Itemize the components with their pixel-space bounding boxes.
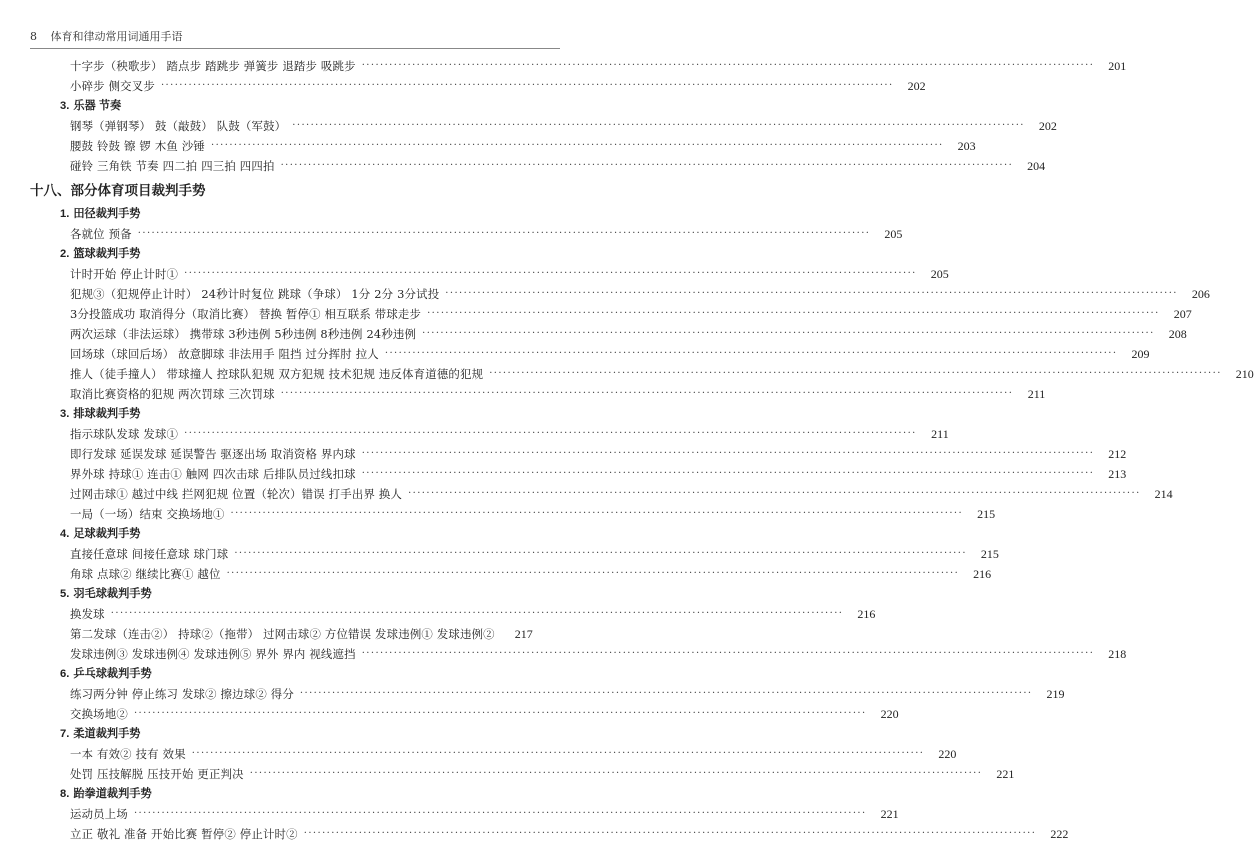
chapter-heading: 十八、部分体育项目裁判手势	[30, 183, 206, 198]
toc-entry[interactable]	[70, 604, 876, 624]
toc-entry[interactable]	[70, 544, 999, 564]
entry-page-number: 201	[1108, 59, 1127, 73]
toc-entry[interactable]	[70, 644, 1127, 664]
toc-entry[interactable]	[70, 804, 899, 824]
entry-page-number: 205	[930, 267, 949, 281]
entry-page-number: 216	[857, 607, 876, 621]
toc-entry[interactable]	[70, 364, 1254, 384]
entry-page-number: 216	[973, 567, 992, 581]
toc-entry[interactable]	[70, 624, 533, 644]
entry-page-number: 203	[957, 139, 976, 153]
dot-leader: ································································································································································	[133, 808, 867, 819]
toc-entry[interactable]	[70, 684, 1065, 704]
toc-entry[interactable]	[70, 484, 1173, 504]
section-heading	[60, 724, 140, 744]
dot-leader: ································································································································································	[361, 648, 1095, 659]
toc-entry[interactable]	[70, 76, 926, 96]
running-title: 体育和律动常用词通用手语	[50, 30, 183, 43]
entry-page-number: 222	[1050, 827, 1069, 841]
dot-leader: ································································································································································	[110, 608, 844, 619]
entry-terms: 取消比赛资格的犯规 两次罚球 三次罚球	[70, 387, 275, 401]
section-title: 篮球裁判手势	[73, 248, 141, 260]
dot-leader: ································································································································································	[408, 488, 1141, 499]
section-number: 1.	[60, 208, 70, 220]
entry-terms: 第二发球（连击②） 持球②（拖带） 过网击球② 方位错误 发球违例① 发球违例②	[70, 627, 495, 641]
section-title: 乐器 节奏	[73, 100, 122, 112]
entry-page-number: 221	[880, 807, 899, 821]
toc-entry[interactable]	[70, 136, 976, 156]
dot-leader: ································································································································································	[137, 228, 871, 239]
entry-page-number: 202	[1038, 119, 1057, 133]
section-number: 6.	[60, 668, 70, 680]
entry-terms: 立正 敬礼 准备 开始比赛 暂停② 停止计时②	[70, 827, 298, 841]
section-title: 排球裁判手势	[73, 408, 141, 420]
entry-terms: 十字步（秧歌步） 踏点步 踏跳步 弹簧步 退踏步 吸跳步	[70, 59, 356, 73]
section-heading	[60, 244, 140, 264]
dot-leader: ································································································································································	[184, 428, 917, 439]
dot-leader: ································································································································································	[234, 548, 967, 559]
entry-page-number: 210	[1235, 367, 1254, 381]
entry-terms: 计时开始 停止计时①	[70, 267, 179, 281]
section-number: 7.	[60, 728, 70, 740]
section-title: 羽毛球裁判手势	[73, 588, 152, 600]
entry-terms: 即行发球 延误发球 延误警告 驱逐出场 取消资格 界内球	[70, 447, 356, 461]
toc-entry[interactable]	[70, 764, 1015, 784]
toc-entry[interactable]	[70, 156, 1046, 176]
dot-leader: ································································································································································	[292, 120, 1025, 131]
entry-terms: 发球违例③ 发球违例④ 发球违例⑤ 界外 界内 视线遮挡	[70, 647, 356, 661]
entry-page-number: 220	[938, 747, 957, 761]
entry-terms: 交换场地②	[70, 707, 128, 721]
dot-leader: ································································································································································	[299, 688, 1033, 699]
entry-page-number: 213	[1108, 467, 1127, 481]
dot-leader: ································································································································································	[280, 160, 1014, 171]
entry-terms: 练习两分钟 停止练习 发球② 擦边球② 得分	[70, 687, 294, 701]
section-number: 2.	[60, 248, 70, 260]
section-number: 5.	[60, 588, 70, 600]
dot-leader: ································································································································································	[184, 268, 917, 279]
dot-leader: ································································································································································	[133, 708, 867, 719]
toc-entry[interactable]	[70, 264, 949, 284]
entry-terms: 小碎步 侧交叉步	[70, 79, 155, 93]
toc-entry[interactable]	[70, 284, 1210, 304]
dot-leader: ································································································································································	[445, 288, 1178, 299]
section-number: 4.	[60, 528, 70, 540]
toc-entry[interactable]	[70, 304, 1192, 324]
page-header	[30, 30, 552, 44]
dot-leader: ································································································································································	[249, 768, 983, 779]
dot-leader: ································································································································································	[361, 468, 1095, 479]
entry-page-number: 217	[514, 627, 533, 641]
entry-page-number: 209	[1131, 347, 1150, 361]
toc-entry[interactable]	[70, 384, 1046, 404]
entry-page-number: 215	[977, 507, 996, 521]
entry-terms: 一局（一场）结束 交换场地①	[70, 507, 225, 521]
section-number: 3.	[60, 408, 70, 420]
entry-terms: 过网击球① 越过中线 拦网犯规 位置（轮次）错误 打手出界 换人	[70, 487, 403, 501]
section-number: 8.	[60, 788, 70, 800]
dot-leader: ································································································································································	[427, 308, 1160, 319]
entry-terms: 犯规③（犯规停止计时） 24秒计时复位 跳球（争球） 1分 2分 3分试投	[70, 287, 440, 301]
section-heading	[60, 584, 152, 604]
entry-terms: 换发球	[70, 607, 105, 621]
entry-page-number: 207	[1173, 307, 1192, 321]
section-title: 乒乓球裁判手势	[73, 668, 152, 680]
dot-leader: ································································································································································	[160, 80, 894, 91]
entry-page-number: 205	[884, 227, 903, 241]
entry-page-number: 211	[1027, 387, 1046, 401]
entry-terms: 推人（徒手撞人） 带球撞人 控球队犯规 双方犯规 技术犯规 违反体育道德的犯规	[70, 367, 484, 381]
entry-page-number: 206	[1191, 287, 1210, 301]
entry-page-number: 208	[1168, 327, 1187, 341]
entry-terms: 腰鼓 铃鼓 镲 锣 木鱼 沙锤	[70, 139, 206, 153]
header-rule	[30, 48, 560, 49]
toc-entry[interactable]	[70, 56, 1127, 76]
toc-entry[interactable]	[70, 224, 903, 244]
dot-leader: ································································································································································	[489, 368, 1222, 379]
toc-entry[interactable]	[70, 704, 899, 724]
entry-terms: 钢琴（弹钢琴） 鼓（敲鼓） 队鼓（军鼓）	[70, 119, 287, 133]
section-title: 足球裁判手势	[73, 528, 141, 540]
section-number: 3.	[60, 100, 70, 112]
section-title: 柔道裁判手势	[73, 728, 141, 740]
toc-entry[interactable]	[70, 464, 1127, 484]
entry-page-number: 214	[1154, 487, 1173, 501]
toc-entry[interactable]	[70, 744, 957, 764]
entry-terms: 处罚 压技解脱 压技开始 更正判决	[70, 767, 244, 781]
toc-entry[interactable]	[70, 564, 992, 584]
dot-leader: ································································································································································	[226, 568, 960, 579]
toc-entry[interactable]	[70, 824, 1069, 844]
dot-leader: ································································································································································	[191, 748, 925, 759]
section-heading	[60, 524, 140, 544]
dot-leader: ································································································································································	[361, 60, 1095, 71]
entry-page-number: 212	[1108, 447, 1127, 461]
section-heading	[60, 404, 140, 424]
entry-terms: 回场球（球回后场） 故意脚球 非法用手 阻挡 过分挥肘 拉人	[70, 347, 379, 361]
entry-terms: 直接任意球 间接任意球 球门球	[70, 547, 229, 561]
section-title: 跆拳道裁判手势	[73, 788, 152, 800]
entry-terms: 3分投篮成功 取消得分（取消比赛） 替换 暂停① 相互联系 带球走步	[70, 307, 422, 321]
entry-page-number: 211	[931, 427, 949, 441]
section-title: 田径裁判手势	[73, 208, 141, 220]
dot-leader: ································································································································································	[280, 388, 1014, 399]
entry-page-number: 215	[980, 547, 999, 561]
dot-leader: ································································································································································	[230, 508, 964, 519]
toc-entry[interactable]	[70, 324, 1187, 344]
toc-entry[interactable]	[70, 344, 1150, 364]
entry-page-number: 221	[996, 767, 1015, 781]
section-heading	[60, 784, 152, 804]
entry-page-number: 220	[880, 707, 899, 721]
dot-leader: ································································································································································	[384, 348, 1118, 359]
section-heading	[60, 96, 121, 116]
dot-leader: ································································································································································	[211, 140, 944, 151]
toc-entry[interactable]	[70, 116, 1057, 136]
entry-terms: 一本 有效② 技有 效果	[70, 747, 186, 761]
entry-page-number: 204	[1027, 159, 1046, 173]
entry-terms: 界外球 持球① 连击① 触网 四次击球 后排队员过线扣球	[70, 467, 356, 481]
entry-page-number: 202	[907, 79, 926, 93]
toc-entry[interactable]	[70, 444, 1127, 464]
dot-leader: ································································································································································	[422, 328, 1155, 339]
section-heading	[60, 204, 140, 224]
entry-terms: 角球 点球② 继续比赛① 越位	[70, 567, 221, 581]
entry-page-number: 219	[1046, 687, 1065, 701]
entry-terms: 碰铃 三角铁 节奏 四二拍 四三拍 四四拍	[70, 159, 275, 173]
entry-page-number: 218	[1108, 647, 1127, 661]
entry-terms: 指示球队发球 发球①	[70, 427, 179, 441]
page-number: 8	[30, 30, 37, 43]
entry-terms: 运动员上场	[70, 807, 128, 821]
toc-entry[interactable]	[70, 504, 996, 524]
dot-leader: ································································································································································	[303, 828, 1037, 839]
section-heading	[60, 664, 152, 684]
dot-leader: ································································································································································	[361, 448, 1095, 459]
entry-terms: 两次运球（非法运球） 携带球 3秒违例 5秒违例 8秒违例 24秒违例	[70, 327, 417, 341]
entry-terms: 各就位 预备	[70, 227, 132, 241]
toc-entry[interactable]	[70, 424, 949, 444]
